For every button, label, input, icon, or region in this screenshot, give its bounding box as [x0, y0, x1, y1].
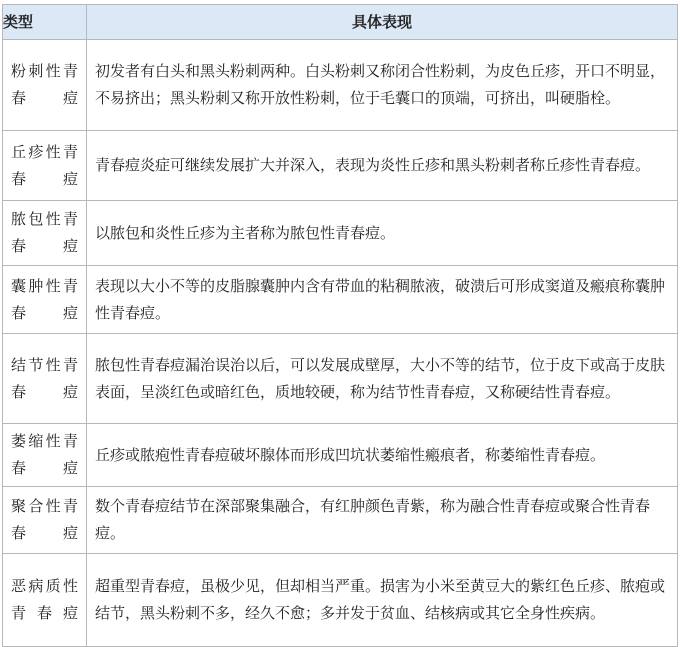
- header-description: 具体表现: [87, 5, 678, 40]
- table-header-row: [3, 5, 678, 40]
- row-description: 脓包性青春痘漏治误治以后，可以发展成壁厚，大小不等的结节，位于皮下或高于皮肤表面，呈淡红色或暗红色，质地较硬，称为结节性青春痘，又称硬结性青春痘。: [87, 334, 678, 424]
- row-type: 萎缩性青春痘: [3, 424, 87, 487]
- table-row: [3, 554, 678, 647]
- table-row: [3, 131, 678, 201]
- row-type: 结节性青春痘: [3, 334, 87, 424]
- acne-types-table: [2, 4, 678, 647]
- row-description: 超重型青春痘，虽极少见，但却相当严重。损害为小米至黄豆大的紫红色丘疹、脓疱或结节，黑头粉刺不多，经久不愈；多并发于贫血、结核病或其它全身性疾病。: [87, 554, 678, 647]
- row-type: 脓包性青春痘: [3, 201, 87, 266]
- table-row: [3, 487, 678, 554]
- row-description: 初发者有白头和黑头粉刺两种。白头粉刺又称闭合性粉刺，为皮色丘疹，开口不明显，不易挤出；黑头粉刺又称开放性粉刺，位于毛囊口的顶端，可挤出，叫硬脂栓。: [87, 40, 678, 131]
- row-type: 丘疹性青春痘: [3, 131, 87, 201]
- table-row: [3, 334, 678, 424]
- header-type: 类型: [3, 5, 87, 40]
- row-description: 青春痘炎症可继续发展扩大并深入，表现为炎性丘疹和黑头粉刺者称丘疹性青春痘。: [87, 131, 678, 201]
- table-row: [3, 201, 678, 266]
- row-description: 以脓包和炎性丘疹为主者称为脓包性青春痘。: [87, 201, 678, 266]
- row-type: 聚合性青春痘: [3, 487, 87, 554]
- row-description: 表现以大小不等的皮脂腺囊肿内含有带血的粘稠脓液，破溃后可形成窦道及瘢痕称囊肿性青春痘。: [87, 266, 678, 334]
- row-type: 粉刺性青春痘: [3, 40, 87, 131]
- table-row: [3, 424, 678, 487]
- row-description: 丘疹或脓疱性青春痘破坏腺体而形成凹坑状萎缩性瘢痕者，称萎缩性青春痘。: [87, 424, 678, 487]
- row-description: 数个青春痘结节在深部聚集融合，有红肿颜色青紫，称为融合性青春痘或聚合性青春痘。: [87, 487, 678, 554]
- table-row: [3, 40, 678, 131]
- table-row: [3, 266, 678, 334]
- row-type: 恶病质性青春痘: [3, 554, 87, 647]
- row-type: 囊肿性青春痘: [3, 266, 87, 334]
